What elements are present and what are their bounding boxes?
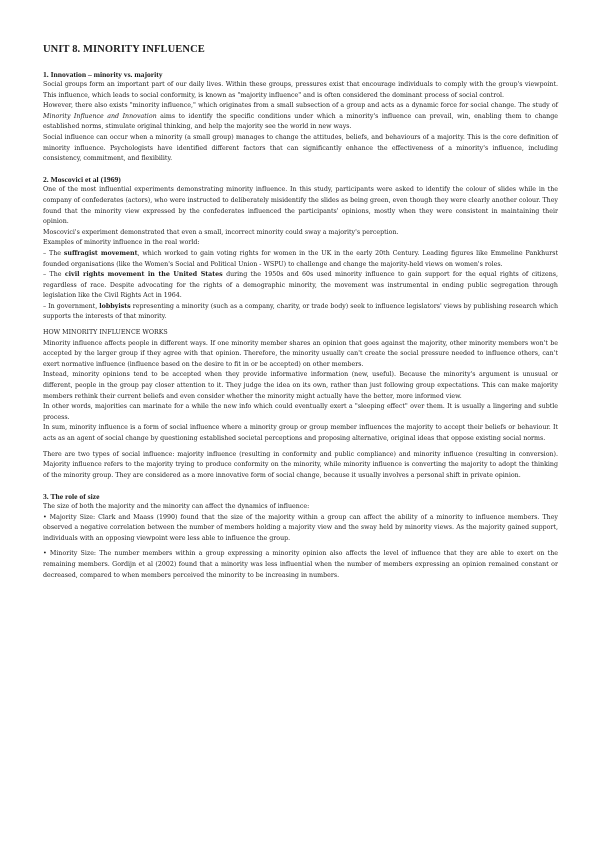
ex1-bold: suffragist movement xyxy=(63,249,138,257)
ex1-pre: – The xyxy=(43,249,64,257)
ex2-bold: civil rights movement in the United States xyxy=(64,271,223,279)
ex1-post: , which worked to gain voting rights for women in the UK in the early 20th Century. Leading figures like Emmeline Pankhurst founded organisations (like the Women's Social and Political Union - WSPU) to challenge and change the majority-held views on women's roles. xyxy=(43,249,558,268)
s1-p2-italic: Minority Influence and Innovation xyxy=(43,112,157,120)
section-1-paragraph-1: Social groups form an important part of our daily lives. Within these groups, pressures exist that encourage individuals to comply with the group's viewpoint. This influence, which leads to social conformity, is known as "majority influence" and is often considered the dominant process of social control. xyxy=(43,81,558,99)
how-paragraph-3: In other words, majorities can marinate for a while the new info which could eventually exert a "sleeping effect" over them. It is usually a lingering and subtle process. xyxy=(43,403,558,421)
section-2-paragraph-1: One of the most influential experiments demonstrating minority influence. In this study, participants were asked to identify the colour of slides while in the company of confederates (actors), who were instructed to deliberately misidentify the slides as being green, even though they were clearly another colour. They found that the minority view expressed by the confederates influenced the participants' opinions, mostly when they were consistent in maintaining their opinion. xyxy=(43,186,558,226)
page-title: UNIT 8. MINORITY INFLUENCE xyxy=(43,44,205,55)
section-1-paragraph-3: Social influence can occur when a minority (a small group) manages to change the attitudes, beliefs, and behaviours of a majority. This is the core definition of minority influence. Psychologists have identified different factors that can significantly enhance the effectiveness of a minority's influence, including consistency, commitment, and flexibility. xyxy=(43,133,558,163)
ex3-post: representing a minority (such as a company, charity, or trade body) seek to influence legislators' views by publishing research which supports the interests of that minority. xyxy=(43,302,559,321)
example-lobbyists xyxy=(43,302,558,323)
s1-p2-b: aims to identify the specific conditions under which a minority's influence can prevail, win, enabling them to change established norms, stimulate original thinking, and help the majority see the world in new ways. xyxy=(43,112,558,131)
example-civil-rights xyxy=(43,270,558,302)
ex3-bold: lobbyists xyxy=(99,302,131,310)
section-1-paragraph-2 xyxy=(43,101,558,133)
example-suffragist xyxy=(43,249,558,270)
ex2-pre: – The xyxy=(43,271,65,279)
section-2-heading: 2. Moscovici et al (1969) xyxy=(43,175,121,185)
how-it-works-heading: HOW MINORITY INFLUENCE WORKS xyxy=(43,329,168,337)
section-3-minority-size: • Minority Size: The number members within a group expressing a minority opinion also affects the level of influence that they are able to exert on the remaining members. Gordijn et al (2002) found that a minority was less influential when the number of members expressing an opinion remained constant or decreased, compared to when members perceived the minority to be increasing in numbers. xyxy=(43,550,558,579)
how-paragraph-2: Instead, minority opinions tend to be accepted when they provide informative information (new, useful). Because the minority's argument is unusual or different, people in the group pay closer attention to it. They judge the idea on its own, rather than just following group expectations. This can make majority members rethink their current beliefs and even consider whether the minority might actually have the better, more informed view. xyxy=(43,371,558,400)
section-3-paragraph-1: The size of both the majority and the minority can affect the dynamics of influence: xyxy=(43,502,310,510)
how-paragraph-5: There are two types of social influence: majority influence (resulting in conformity and public compliance) and minority influence (resulting in conversion). Majority influence refers to the majority trying to produce conformity on the minority, while minority influence is converting the majority to adopt the thinking of the minority group. They are considered as a more innovative form of social change, because it usually involves a personal shift in private opinion. xyxy=(43,450,558,479)
s1-p2-a: However, there also exists "minority influence," which originates from a small subsection of a group and acts as a dynamic force for social change. The study of xyxy=(43,102,558,110)
section-3-heading: 3. The role of size xyxy=(43,491,100,501)
ex3-pre: – In government, xyxy=(43,302,100,310)
ex2-post: during the 1950s and 60s used minority influence to gain support for the equal rights of citizens, regardless of race. Despite advocating for the rights of a demographic minority, the movement was instrumental in ending public segregation through legislation like the Civil Rights Act in 1964. xyxy=(43,271,558,300)
how-paragraph-4: In sum, minority influence is a form of social influence where a minority group or group member influences the majority to accept their beliefs or behaviour. It acts as an agent of social change by questioning established societal perceptions and proposing alternative, original ideas that oppose existing social norms. xyxy=(43,424,558,442)
how-paragraph-1: Minority influence affects people in different ways. If one minority member shares an opinion that goes against the majority, other minority members won't be accepted by the larger group if they agree with that opinion. Therefore, the minority usually can't create the social pressure needed to influence others, can't exert normative influence (influence based on the desire to fit in or be accepted) on other members. xyxy=(43,339,558,368)
section-2-paragraph-3: Examples of minority influence in the real world: xyxy=(43,239,200,247)
section-1-heading: 1. Innovation – minority vs. majority xyxy=(43,70,163,79)
section-2-paragraph-2: Moscovici's experiment demonstrated that even a small, incorrect minority could sway a majority's perception. xyxy=(43,228,399,236)
section-3-majority-size: • Majority Size: Clark and Maass (1990) found that the size of the majority within a group can affect the ability of a minority to influence members. They observed a negative correlation between the number of members holding a majority view and the sway held by minority views. As the majority gained support, individuals with an opposing viewpoint were less able to influence the group. xyxy=(43,513,558,542)
